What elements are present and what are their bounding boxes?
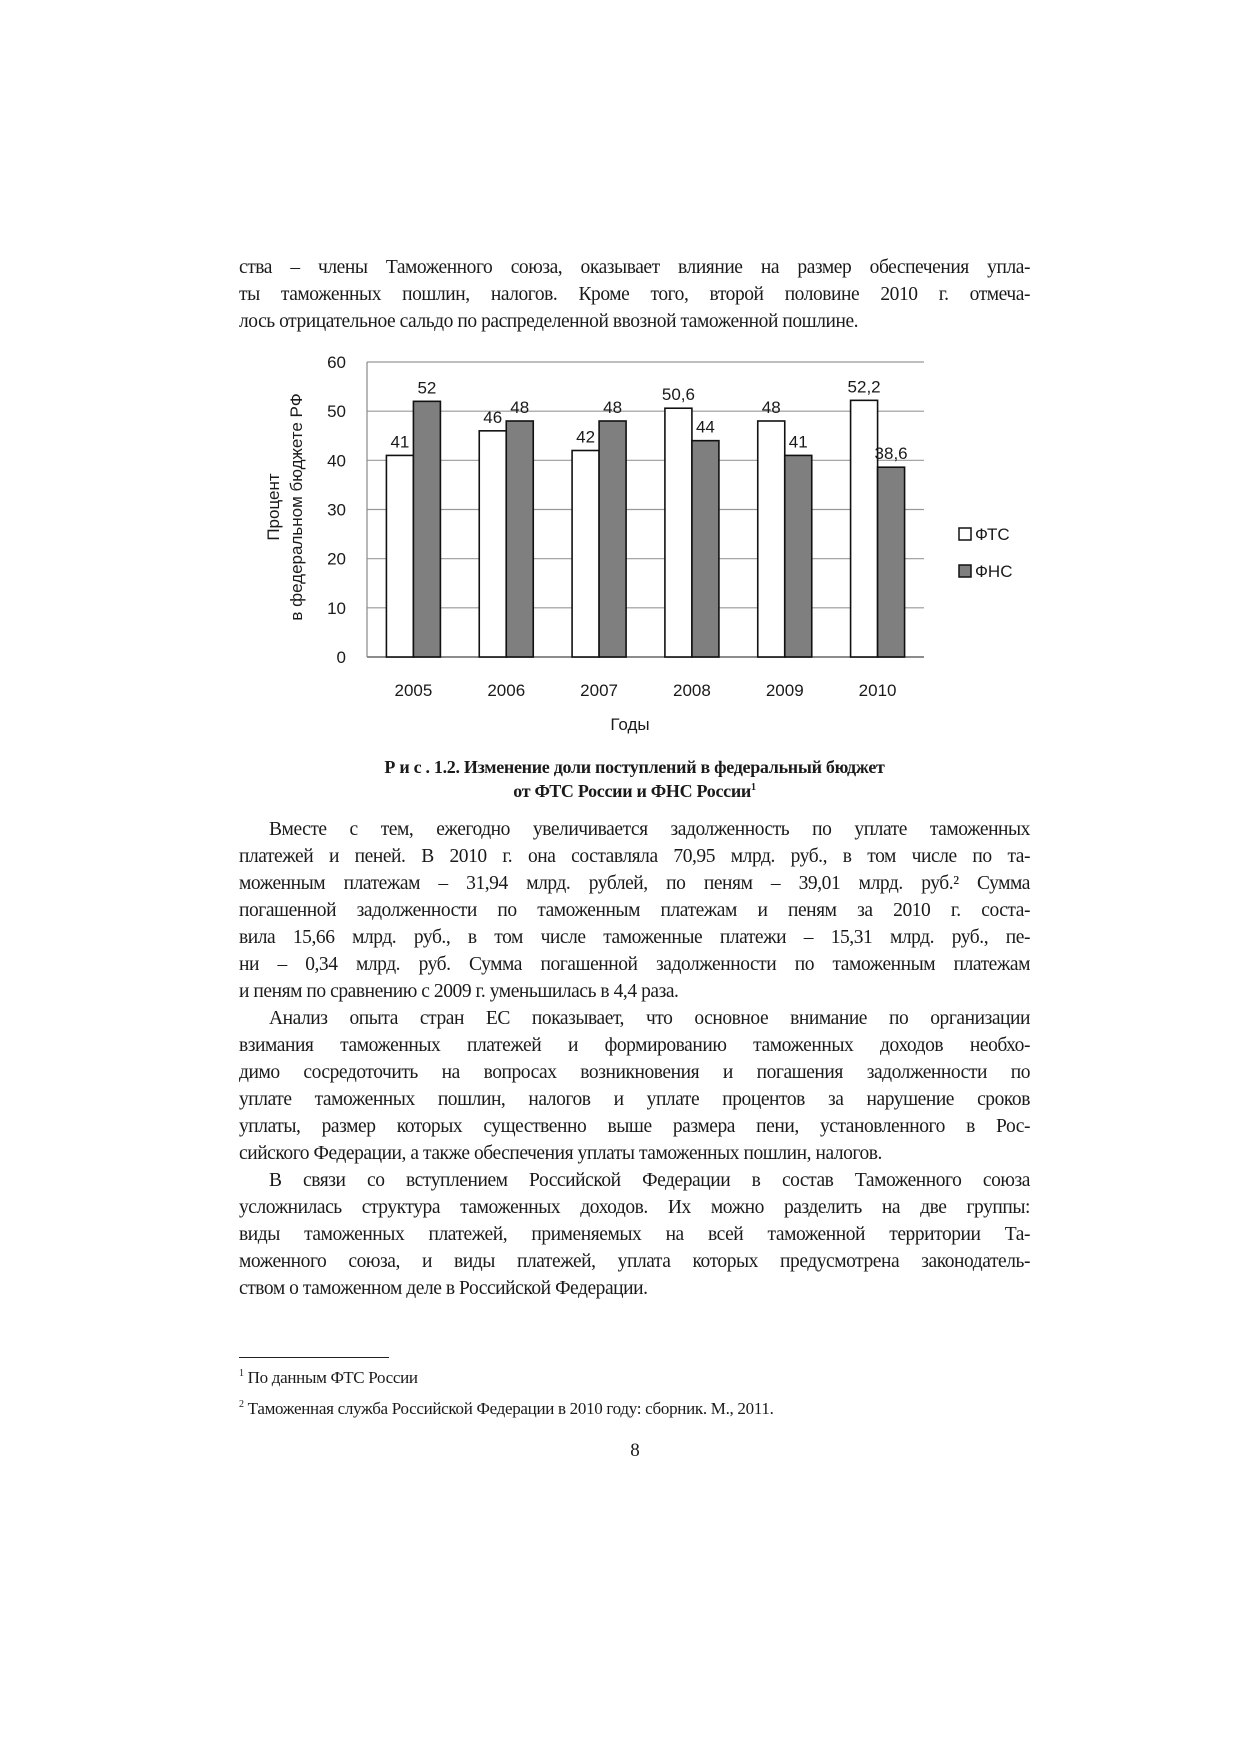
- text-line: и пеням по сравнению с 2009 г. уменьшилась в 4,4 раза.: [239, 981, 679, 1002]
- text-line: ты таможенных пошлин, налогов. Кроме того, второй половине 2010 г. отмеча-: [239, 284, 1030, 305]
- footnote-text: По данным ФТС России: [247, 1368, 418, 1387]
- bar-ФТС-2007: [572, 451, 599, 658]
- y-tick-label: 40: [327, 451, 346, 471]
- data-label: 48: [761, 398, 781, 417]
- legend-swatch-ФНС: [959, 565, 971, 577]
- text-line: Анализ опыта стран ЕС показывает, что основное внимание по организации: [269, 1008, 1030, 1029]
- text-line: вила 15,66 млрд. руб., в том числе таможенные платежи – 15,31 млрд. руб., пе-: [239, 927, 1030, 948]
- paragraph: [239, 816, 1030, 1005]
- y-tick-label: 60: [327, 353, 346, 372]
- x-tick-label: 2007: [580, 681, 618, 700]
- bar-ФНС-2005: [413, 401, 440, 657]
- paragraph: [239, 1167, 1030, 1302]
- bar-ФНС-2006: [506, 421, 533, 657]
- text-line: Вместе с тем, ежегодно увеличивается задолженность по уплате таможенных: [269, 819, 1030, 840]
- x-tick-label: 2010: [858, 681, 897, 700]
- chart-plot-group: [264, 353, 1012, 734]
- data-label: 50,6: [661, 385, 695, 405]
- text-line: димо сосредоточить на вопросах возникновения и погашения задолженности по: [239, 1062, 1030, 1083]
- data-label: 38,6: [874, 444, 908, 464]
- intro-paragraph: [239, 254, 1030, 335]
- x-axis-title: Годы: [610, 715, 650, 734]
- y-tick-label: 50: [327, 402, 346, 422]
- bar-ФНС-2008: [692, 441, 719, 657]
- data-label: 41: [390, 432, 410, 452]
- data-label: 52: [417, 378, 437, 398]
- text-line: платежей и пеней. В 2010 г. она составляла 70,95 млрд. руб., в том числе по та-: [239, 846, 1030, 867]
- legend-swatch-ФТС: [959, 528, 971, 540]
- text-line: сийского Федерации, а также обеспечения уплаты таможенных пошлин, налогов.: [239, 1143, 882, 1164]
- y-axis-title: Процент: [264, 473, 283, 541]
- y-tick-label: 30: [327, 500, 346, 520]
- body-text: [239, 816, 1030, 1302]
- text-line: погашенной задолженности по таможенным платежам и пеням за 2010 г. соста-: [239, 900, 1030, 921]
- text-line: лось отрицательное сальдо по распределенной ввозной таможенной пошлине.: [239, 311, 859, 332]
- paragraph: [239, 1005, 1030, 1167]
- bar-ФТС-2009: [758, 421, 785, 657]
- y-tick-label: 20: [327, 549, 346, 569]
- footnote-text: Таможенная служба Российской Федерации в 2010 году: сборник. М., 2011.: [247, 1399, 774, 1418]
- x-tick-label: 2005: [394, 681, 433, 700]
- footnote-1: [239, 1368, 418, 1388]
- text-line: моженным платежам – 31,94 млрд. рублей, по пеням – 39,01 млрд. руб.² Сумма: [239, 873, 1030, 894]
- bar-ФНС-2009: [785, 455, 812, 657]
- y-tick-label: 10: [327, 598, 346, 618]
- bar-ФТС-2005: [386, 455, 413, 657]
- data-label: 44: [695, 417, 715, 437]
- data-label: 41: [788, 432, 808, 452]
- data-label: 48: [603, 398, 623, 417]
- footnote-divider: [239, 1357, 389, 1358]
- caption-line-2-text: от ФТС России и ФНС России: [513, 781, 751, 801]
- legend-label: ФТС: [975, 525, 1010, 544]
- bar-ФНС-2007: [599, 421, 626, 657]
- bar-ФТС-2010: [851, 400, 878, 657]
- bar-ФТС-2006: [479, 431, 506, 657]
- footnote-ref: 1: [751, 782, 756, 793]
- text-line: моженного союза, и виды платежей, уплата которых предусмотрена законодатель-: [239, 1251, 1030, 1272]
- text-line: В связи со вступлением Российской Федерации в состав Таможенного союза: [269, 1170, 1030, 1191]
- text-line: ством о таможенном деле в Российской Федерации.: [239, 1278, 648, 1299]
- x-tick-label: 2006: [487, 681, 526, 700]
- figure-caption: [239, 755, 1030, 803]
- bar-chart: [0, 345, 1258, 745]
- legend-label: ФНС: [975, 562, 1013, 581]
- x-tick-label: 2009: [765, 681, 804, 700]
- footnote-mark: 1: [239, 1368, 244, 1379]
- data-label: 52,2: [847, 377, 881, 397]
- text-line: взимания таможенных платежей и формированию таможенных доходов необхо-: [239, 1035, 1030, 1056]
- y-axis-title: в федеральном бюджете РФ: [287, 393, 306, 621]
- bar-ФНС-2010: [878, 467, 905, 657]
- text-line: виды таможенных платежей, применяемых на всей таможенной территории Та-: [239, 1224, 1030, 1245]
- text-line: усложнилась структура таможенных доходов. Их можно разделить на две группы:: [239, 1197, 1030, 1218]
- text-line: ства – члены Таможенного союза, оказывает влияние на размер обеспечения упла-: [239, 257, 1030, 278]
- x-tick-label: 2008: [673, 681, 711, 700]
- caption-line-2: [239, 779, 1030, 803]
- caption-line-1: Р и с . 1.2. Изменение доли поступлений в федеральный бюджет: [384, 757, 885, 777]
- page-number: 8: [630, 1440, 640, 1461]
- footnote-2: [239, 1399, 774, 1419]
- data-label: 46: [483, 407, 503, 427]
- text-line: уплаты, размер которых существенно выше размера пени, установленного в Рос-: [239, 1116, 1030, 1137]
- data-label: 48: [510, 398, 530, 417]
- bar-ФТС-2008: [665, 408, 692, 657]
- y-tick-label: 0: [336, 648, 346, 667]
- data-label: 42: [576, 427, 596, 447]
- footnote-mark: 2: [239, 1399, 244, 1410]
- text-line: уплате таможенных пошлин, налогов и уплате процентов за нарушение сроков: [239, 1089, 1030, 1110]
- text-line: ни – 0,34 млрд. руб. Сумма погашенной задолженности по таможенным платежам: [239, 954, 1030, 975]
